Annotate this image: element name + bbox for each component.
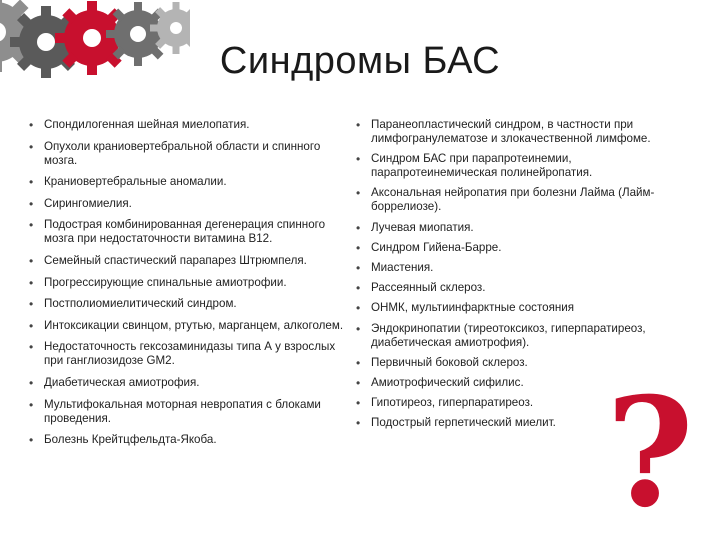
list-item: • Сирингомиелия. bbox=[28, 197, 346, 211]
list-item: • Прогрессирующие спинальные амиотрофии. bbox=[28, 276, 346, 290]
slide-title: Синдромы БАС bbox=[219, 40, 501, 82]
list-item: • Миастения. bbox=[355, 261, 675, 275]
list-item: • Синдром Гийена-Барре. bbox=[355, 241, 675, 255]
list-item: • Подострый герпетический миелит. bbox=[355, 416, 675, 430]
list-item: • Интоксикации свинцом, ртутью, марганцем, алкоголем. bbox=[28, 319, 346, 333]
list-item: • Спондилогенная шейная миелопатия. bbox=[28, 118, 346, 132]
list-item: • Лучевая миопатия. bbox=[355, 221, 675, 235]
list-item: • Постполиомиелитический синдром. bbox=[28, 297, 346, 311]
list-item: • Недостаточность гексозаминидазы типа А у взрослых при ганглиозидозе GM2. bbox=[28, 340, 346, 368]
list-item: • Семейный спастический парапарез Штрюмпеля. bbox=[28, 254, 346, 268]
list-item: • Подострая комбинированная дегенерация спинного мозга при недостаточности витамина В12. bbox=[28, 218, 346, 246]
list-item: • Эндокринопатии (тиреотоксикоз, гиперпаратиреоз, диабетическая амиотрофия). bbox=[355, 322, 675, 350]
list-item: • Диабетическая амиотрофия. bbox=[28, 376, 346, 390]
list-item: • Аксональная нейропатия при болезни Лайма (Лайм-боррелиозе). bbox=[355, 186, 675, 214]
list-item: • Мультифокальная моторная невропатия с блоками проведения. bbox=[28, 398, 346, 426]
list-item: • Опухоли краниовертебральной области и спинного мозга. bbox=[28, 140, 346, 168]
left-column-list bbox=[28, 118, 346, 455]
list-item: • Гипотиреоз, гиперпаратиреоз. bbox=[355, 396, 675, 410]
list-item: • Рассеянный склероз. bbox=[355, 281, 675, 295]
list-item: • Паранеопластический синдром, в частности при лимфогранулематозе и злокачественной лимфоме. bbox=[355, 118, 675, 146]
list-item: • Амиотрофический сифилис. bbox=[355, 376, 675, 390]
list-item: • Первичный боковой склероз. bbox=[355, 356, 675, 370]
list-item: • Болезнь Крейтцфельдта-Якоба. bbox=[28, 433, 346, 447]
question-mark-icon: ? bbox=[606, 365, 694, 541]
list-item: • Краниовертебральные аномалии. bbox=[28, 175, 346, 189]
list-item: • Синдром БАС при парапротеинемии, парапротеинемическая полинейропатия. bbox=[355, 152, 675, 180]
list-item: • ОНМК, мультиинфарктные состояния bbox=[355, 301, 675, 315]
